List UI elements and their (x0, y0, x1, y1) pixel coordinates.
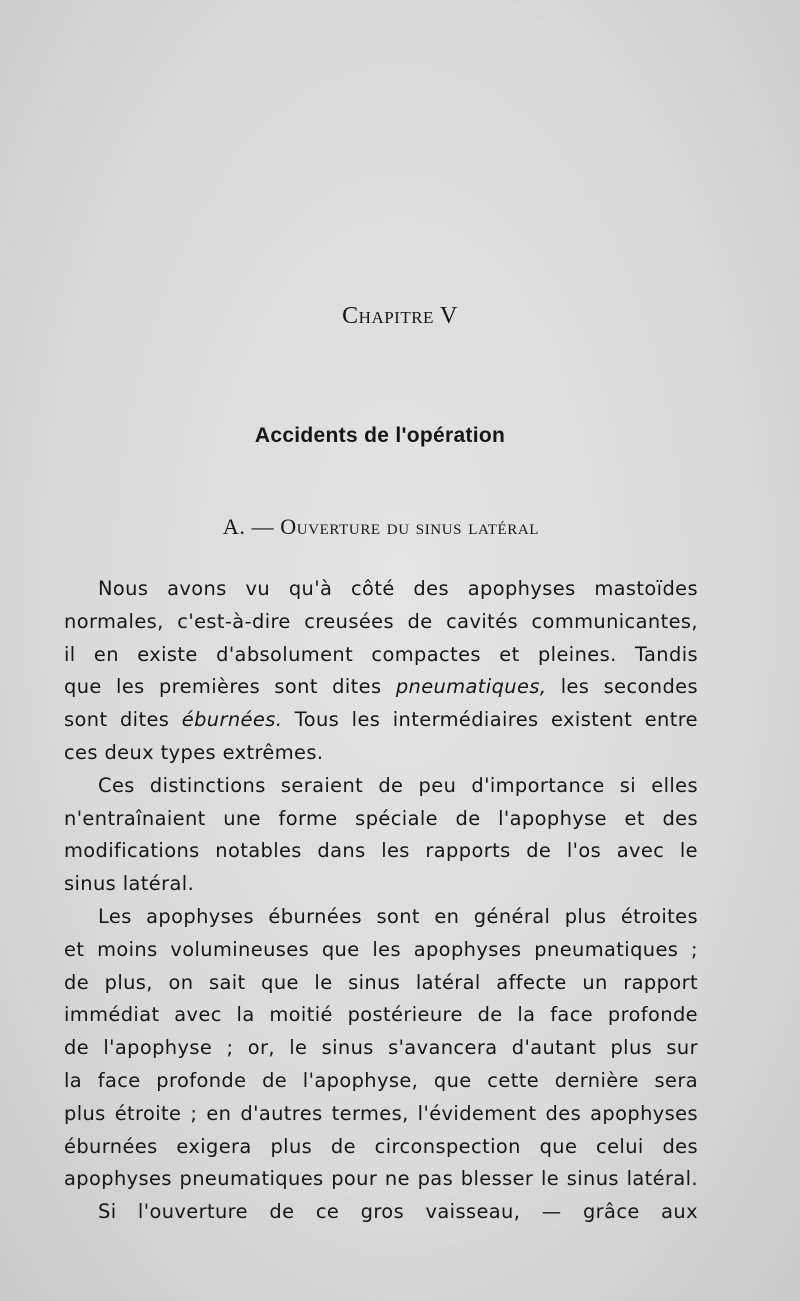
text-line: immédiat avec la moitié postérieure de la face profonde (64, 1003, 698, 1027)
text-line: de plus, on sait que le sinus latéral affecte un rapport (64, 970, 698, 994)
chapter-heading: Chapitre V (342, 303, 458, 329)
text-run: les secondes (546, 675, 698, 699)
text-line: ces deux types extrêmes. (64, 740, 324, 764)
text-line: modifications notables dans les rapports de l'os avec le (64, 839, 698, 863)
text-line: Ces distinctions seraient de peu d'importance si elles (98, 773, 698, 797)
text-run: que les premières sont dites (64, 675, 396, 699)
italic-term: éburnées. (181, 708, 283, 732)
text-line: sinus latéral. (64, 872, 195, 896)
text-line: Si l'ouverture de ce gros vaisseau, — grâce aux (98, 1200, 698, 1224)
text-line: n'entraînaient une forme spéciale de l'apophyse et des (64, 806, 698, 830)
italic-term: pneumatiques, (395, 675, 547, 699)
text-run: Tous les intermédiaires existent entre (282, 708, 699, 732)
subsection-heading: A. — Ouverture du sinus latéral (222, 514, 540, 539)
section-title: Accidents de l'opération (254, 424, 506, 447)
text-line: plus étroite ; en d'autres termes, l'évidement des apophyses (64, 1101, 698, 1125)
text-line (64, 704, 698, 737)
text-line: Nous avons vu qu'à côté des apophyses mastoïdes (98, 577, 698, 600)
text-line: normales, c'est-à-dire creusées de cavités communicantes, (64, 609, 698, 633)
text-run: sont dites (64, 708, 182, 732)
text-line: apophyses pneumatiques pour ne pas blesser le sinus latéral. (64, 1167, 698, 1191)
text-line: et moins volumineuses que les apophyses pneumatiques ; (64, 937, 698, 961)
text-line: il en existe d'absolument compactes et pleines. Tandis (64, 642, 698, 666)
text-line: Les apophyses éburnées sont en général plus étroites (98, 904, 698, 928)
text-line: la face profonde de l'apophyse, que cette dernière sera (64, 1068, 698, 1092)
text-line: de l'apophyse ; or, le sinus s'avancera d'autant plus sur (64, 1036, 698, 1060)
text-line (64, 671, 698, 704)
text-line: éburnées exigera plus de circonspection que celui des (64, 1134, 698, 1158)
body-text (64, 573, 698, 1229)
